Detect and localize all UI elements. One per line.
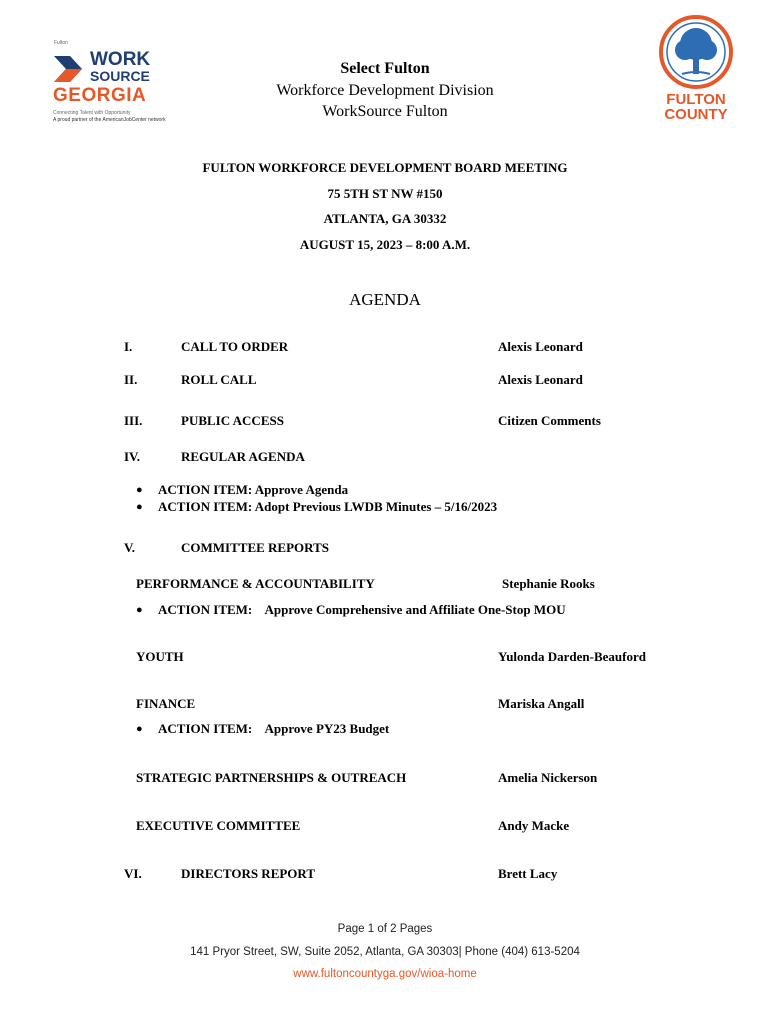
agenda-item-directors-report: DIRECTORS REPORT <box>181 866 316 881</box>
committee-youth-person: Yulonda Darden-Beauford <box>498 649 646 664</box>
meeting-datetime: AUGUST 15, 2023 – 8:00 A.M. <box>299 237 471 252</box>
agenda-item-roll-call: ROLL CALL <box>181 372 257 387</box>
logo-small-label: Fulton <box>54 40 68 46</box>
committee-finance-action: ACTION ITEM: Approve PY23 Budget <box>158 721 390 736</box>
agenda-title: AGENDA <box>349 290 421 309</box>
footer-page-number: Page 1 of 2 Pages <box>337 923 433 935</box>
regular-bullet-2: ACTION ITEM: Adopt Previous LWDB Minutes – 5/16/2023 <box>158 499 498 514</box>
logo-partner-text: A proud partner of the AmericanJobCenter network <box>53 117 166 123</box>
logo-word-source: SOURCE <box>90 68 150 84</box>
logo-word-georgia: GEORGIA <box>53 85 147 106</box>
bullet-icon: ● <box>136 604 143 616</box>
bullet-icon: ● <box>136 484 143 496</box>
committee-finance: FINANCE <box>136 696 196 711</box>
fulton-county-line2: COUNTY <box>664 106 728 123</box>
agenda-person-3: Citizen Comments <box>498 413 601 428</box>
agenda-person-1: Alexis Leonard <box>498 339 583 354</box>
committee-finance-person: Mariska Angall <box>498 696 585 711</box>
fulton-county-line1: FULTON <box>666 91 726 108</box>
org-title: Select Fulton <box>340 60 430 77</box>
meeting-name: FULTON WORKFORCE DEVELOPMENT BOARD MEETING <box>202 160 568 175</box>
meeting-address2: ATLANTA, GA 30332 <box>323 211 447 226</box>
bullet-icon: ● <box>136 723 143 735</box>
logo-word-work: WORK <box>90 49 151 70</box>
committee-strategic: STRATEGIC PARTNERSHIPS & OUTREACH <box>136 770 407 785</box>
agenda-num-2: II. <box>124 372 138 387</box>
committee-performance-action: ACTION ITEM: Approve Comprehensive and Affiliate One-Stop MOU <box>158 602 566 617</box>
agenda-num-1: I. <box>124 339 133 354</box>
committee-strategic-person: Amelia Nickerson <box>498 770 598 785</box>
agenda-item-regular-agenda: REGULAR AGENDA <box>181 449 305 464</box>
agenda-num-5: V. <box>124 540 135 555</box>
committee-youth: YOUTH <box>136 649 184 664</box>
agenda-num-4: IV. <box>124 449 141 464</box>
agenda-num-6: VI. <box>124 866 142 881</box>
logo-tagline: Connecting Talent with Opportunity <box>53 110 131 116</box>
bullet-icon: ● <box>136 501 143 513</box>
committee-executive-person: Andy Macke <box>498 818 570 833</box>
committee-performance: PERFORMANCE & ACCOUNTABILITY <box>136 576 375 591</box>
agenda-item-committee-reports: COMMITTEE REPORTS <box>181 540 329 555</box>
committee-performance-person: Stephanie Rooks <box>502 576 595 591</box>
footer-address: 141 Pryor Street, SW, Suite 2052, Atlanta, GA 30303| Phone (404) 613-5204 <box>190 946 580 958</box>
worksource-line: WorkSource Fulton <box>322 103 448 120</box>
regular-bullet-1: ACTION ITEM: Approve Agenda <box>158 482 349 497</box>
meeting-address1: 75 5TH ST NW #150 <box>327 186 443 201</box>
agenda-num-3: III. <box>124 413 143 428</box>
committee-executive: EXECUTIVE COMMITTEE <box>136 818 301 833</box>
agenda-person-2: Alexis Leonard <box>498 372 583 387</box>
division-line: Workforce Development Division <box>276 82 494 99</box>
agenda-item-public-access: PUBLIC ACCESS <box>181 413 284 428</box>
agenda-person-6: Brett Lacy <box>498 866 558 881</box>
agenda-item-call-to-order: CALL TO ORDER <box>181 339 289 354</box>
tree-seal-icon <box>658 14 734 90</box>
footer-website-link[interactable]: www.fultoncountyga.gov/wioa-home <box>293 968 477 980</box>
